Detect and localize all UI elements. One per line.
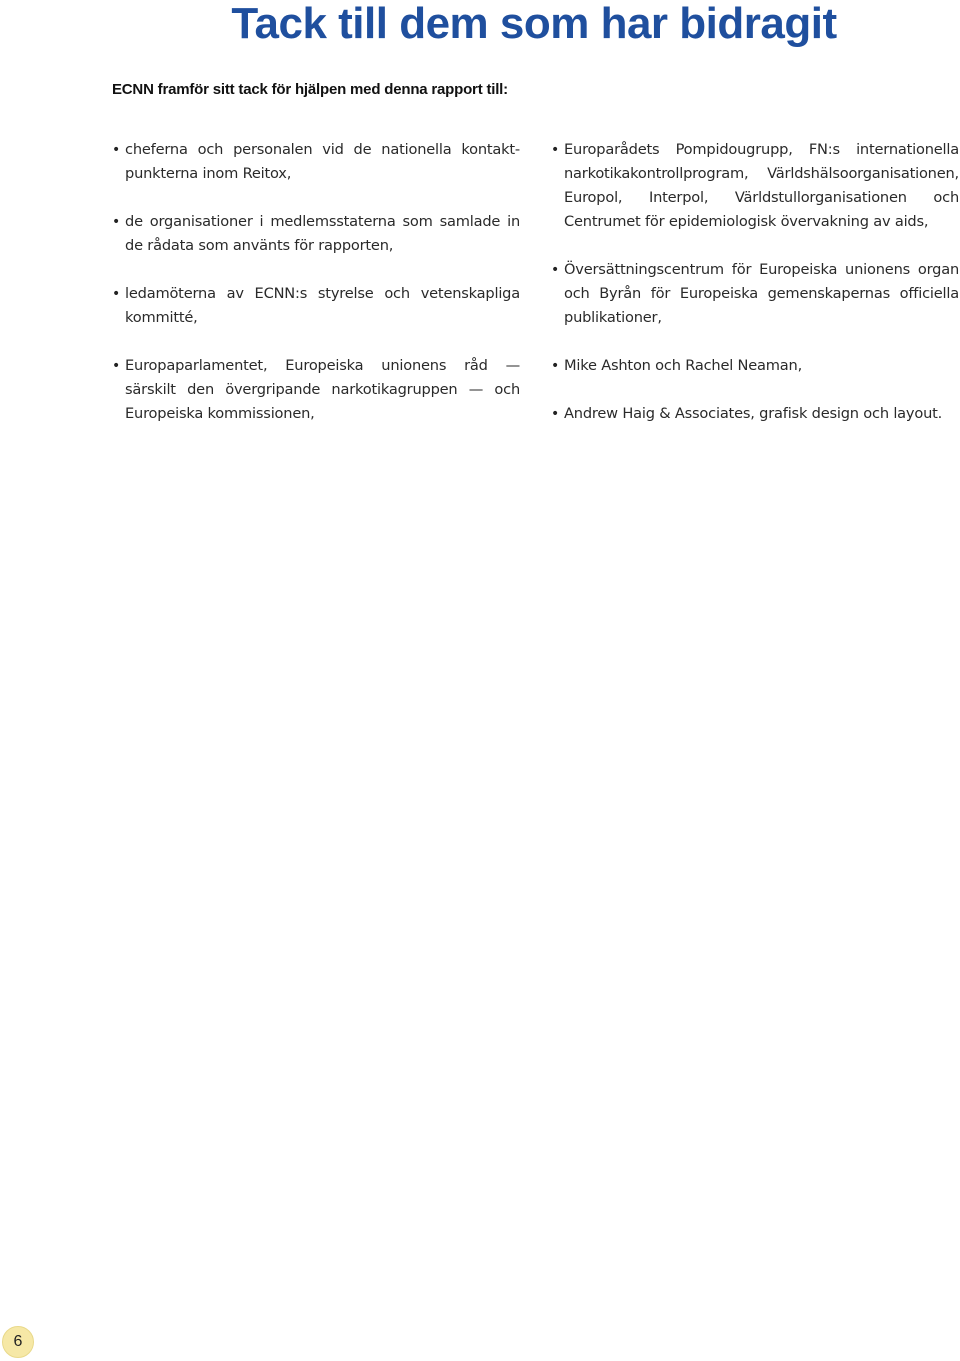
list-item-text: Översättningscentrum för Europeiska unionens organ och Byrån för Europeiska gemenskapernas officiella publikationer, — [564, 261, 959, 326]
list-item-text: cheferna och personalen vid de nationella kontakt-punkterna inom Reitox, — [125, 141, 520, 182]
page-number: 6 — [13, 1333, 23, 1350]
left-column-list — [112, 138, 520, 450]
list-item-text: Europaparlamentet, Europeiska unionens råd — särskilt den övergripande narkotikagruppen — och Europeiska kommissionen, — [125, 357, 520, 422]
bullet-icon: • — [551, 406, 560, 422]
list-item — [551, 354, 959, 378]
list-item-text: Mike Ashton och Rachel Neaman, — [564, 357, 803, 374]
list-item-text: Andrew Haig & Associates, grafisk design och layout. — [564, 405, 943, 422]
bullet-icon: • — [112, 142, 121, 158]
page-number-badge — [2, 1326, 34, 1358]
list-item-text: de organisationer i medlemsstaterna som samlade in de rådata som använts för rapporten, — [125, 213, 520, 254]
list-item-text: ledamöterna av ECNN:s styrelse och vetenskapliga kommitté, — [125, 285, 520, 326]
list-item — [551, 138, 959, 234]
list-item — [551, 258, 959, 330]
list-item — [112, 282, 520, 330]
bullet-icon: • — [112, 358, 121, 374]
bullet-icon: • — [112, 214, 121, 230]
page-title: Tack till dem som har bidragit — [231, 0, 837, 48]
bullet-icon: • — [551, 142, 560, 158]
list-item — [551, 402, 959, 426]
list-item — [112, 138, 520, 186]
bullet-icon: • — [551, 262, 560, 278]
intro-text: ECNN framför sitt tack för hjälpen med denna rapport till: — [112, 81, 508, 98]
list-item — [112, 210, 520, 258]
list-item — [112, 354, 520, 426]
list-item-text: Europarådets Pompidougrupp, FN:s internationella narkotikakontrollprogram, Världshälsoorganisationen, Europol, Interpol, Världstullorganisationen och Centrumet för epidemiologisk övervakning av aids, — [564, 141, 959, 230]
right-column-list — [551, 138, 959, 450]
bullet-icon: • — [112, 286, 121, 302]
bullet-icon: • — [551, 358, 560, 374]
